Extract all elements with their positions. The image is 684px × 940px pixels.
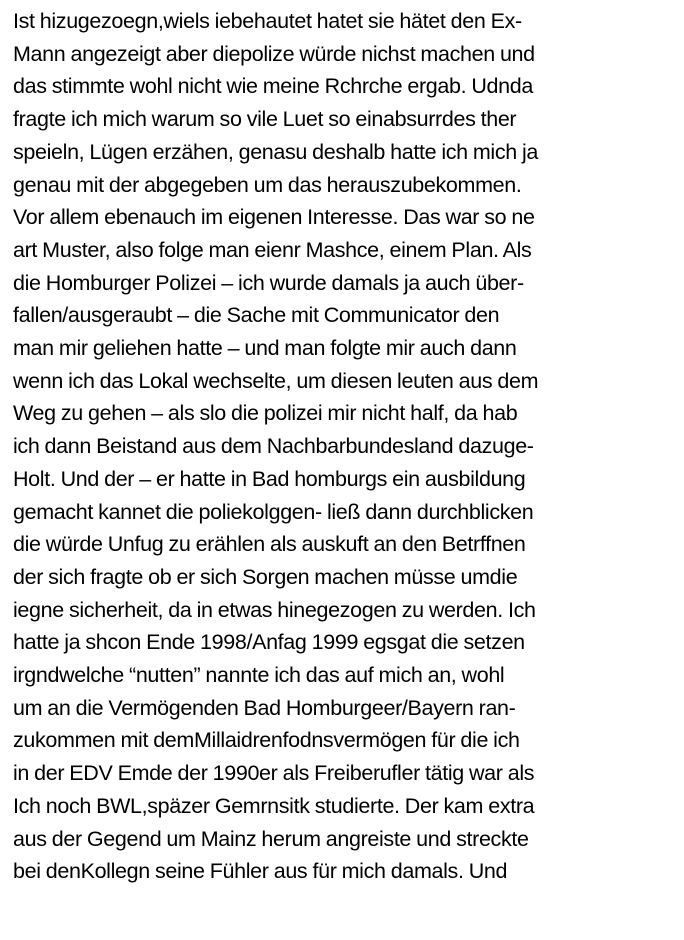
text-line: genau mit der abgegeben um das herauszubekommen. — [13, 172, 522, 197]
body-text — [13, 5, 681, 888]
text-line: Vor allem ebenauch im eigenen Interesse. Das war so ne — [13, 205, 535, 230]
text-line: in der EDV Emde der 1990er als Freiberufler tätig war als — [13, 761, 535, 786]
text-line: speieln, Lügen erzähen, genasu deshalb hatte ich mich ja — [13, 139, 539, 164]
text-line: art Muster, also folge man eienr Mashce, einem Plan. Als — [13, 237, 532, 262]
text-line: die würde Unfug zu erählen als auskuft an den Betrffnen — [13, 532, 526, 557]
text-line: Weg zu gehen – als slo die polizei mir nicht half, da hab — [13, 401, 518, 426]
text-line: man mir geliehen hatte – und man folgte mir auch dann — [13, 336, 517, 361]
text-line: zukommen mit demMillaidrenfodnsvermögen für die ich — [13, 728, 520, 753]
text-line: um an die Vermögenden Bad Homburgeer/Bayern ran- — [13, 695, 516, 720]
text-line: das stimmte wohl nicht wie meine Rchrche ergab. Udnda — [13, 74, 533, 99]
text-line: irgndwelche “nutten” nannte ich das auf mich an, wohl — [13, 663, 505, 688]
text-line: gemacht kannet die poliekolggen- ließ dann durchblicken — [13, 499, 534, 524]
text-line: aus der Gegend um Mainz herum angreiste und streckte — [13, 826, 529, 851]
text-line: Ich noch BWL,späzer Gemrnsitk studierte. Der kam extra — [13, 793, 535, 818]
text-line: hatte ja shcon Ende 1998/Anfag 1999 egsgat die setzen — [13, 630, 525, 655]
text-line: fragte ich mich warum so vile Luet so einabsurrdes ther — [13, 107, 517, 132]
text-line: wenn ich das Lokal wechselte, um diesen leuten aus dem — [13, 368, 539, 393]
text-line: iegne sicherheit, da in etwas hinegezogen zu werden. Ich — [13, 597, 536, 622]
text-line: ich dann Beistand aus dem Nachbarbundesland dazuge- — [13, 434, 534, 459]
text-line: der sich fragte ob er sich Sorgen machen müsse umdie — [13, 564, 518, 589]
text-line: Ist hizugezoegn,wiels iebehautet hatet sie hätet den Ex- — [13, 9, 522, 33]
text-line: die Homburger Polizei – ich wurde damals ja auch über- — [13, 270, 524, 295]
text-line: bei denKollegn seine Fühler aus für mich damals. Und — [13, 859, 508, 884]
text-line: Holt. Und der – er hatte in Bad homburgs ein ausbildung — [13, 466, 526, 491]
text-line: Mann angezeigt aber diepolize würde nichst machen und — [13, 41, 535, 66]
text-line: fallen/ausgeraubt – die Sache mit Communicator den — [13, 303, 500, 328]
